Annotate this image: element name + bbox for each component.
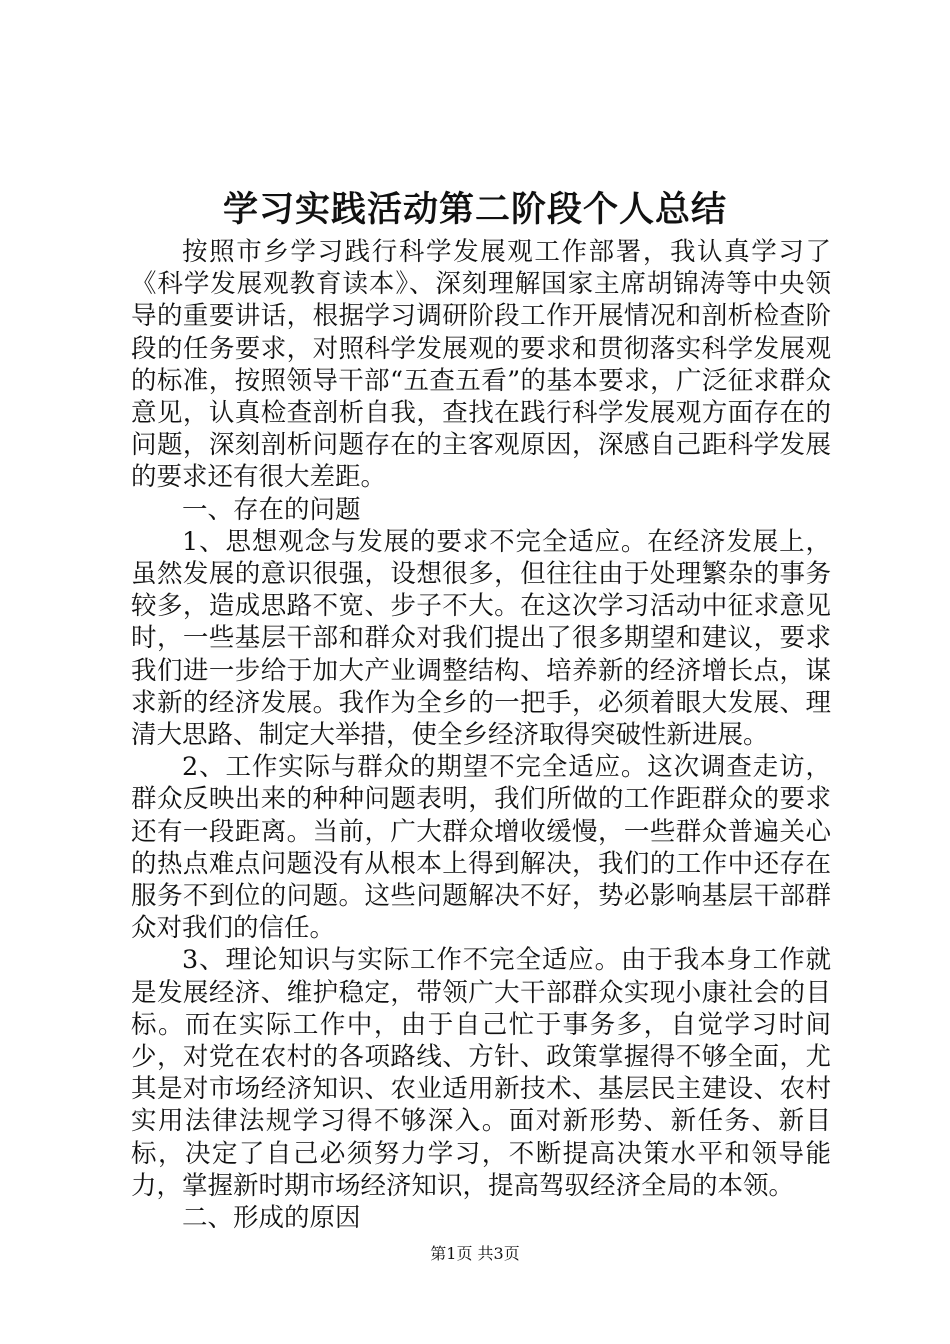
document-body	[131, 236, 831, 1234]
intro-paragraph: 按照市乡学习践行科学发展观工作部署，我认真学习了《科学发展观教育读本》、深刻理解国家主席胡锦涛等中央领导的重要讲话，根据学习调研阶段工作开展情况和剖析检查阶段的任务要求，对照科学发展观的要求和贯彻落实科学发展观的标准，按照领导干部“五查五看”的基本要求，广泛征求群众意见，认真检查剖析自我，查找在践行科学发展观方面存在的问题，深刻剖析问题存在的主客观原因，深感自己距科学发展的要求还有很大差距。	[131, 237, 831, 493]
problem-item-1: 1、思想观念与发展的要求不完全适应。在经济发展上，虽然发展的意识很强，设想很多，但往往由于处理繁杂的事务较多，造成思路不宽、步子不大。在这次学习活动中征求意见时，一些基层干部和群众对我们提出了很多期望和建议，要求我们进一步给于加大产业调整结构、培养新的经济增长点，谋求新的经济发展。我作为全乡的一把手，必须着眼大发展、理清大思路、制定大举措，使全乡经济取得突破性新进展。	[131, 526, 831, 751]
document-title: 学习实践活动第二阶段个人总结	[222, 189, 727, 230]
page-footer: 第1页 共3页	[430, 1244, 520, 1263]
section-heading-problems: 一、存在的问题	[182, 494, 361, 525]
section-heading-causes: 二、形成的原因	[182, 1203, 361, 1234]
problem-item-2: 2、工作实际与群众的期望不完全适应。这次调查走访，群众反映出来的种种问题表明，我们所做的工作距群众的要求还有一段距离。当前，广大群众增收缓慢，一些群众普遍关心的热点难点问题没有从根本上得到解决，我们的工作中还存在服务不到位的问题。这些问题解决不好，势必影响基层干部群众对我们的信任。	[131, 752, 831, 944]
problem-item-3: 3、理论知识与实际工作不完全适应。由于我本身工作就是发展经济、维护稳定，带领广大干部群众实现小康社会的目标。而在实际工作中，由于自己忙于事务多，自觉学习时间少，对党在农村的各项路线、方针、政策掌握得不够全面，尤其是对市场经济知识、农业适用新技术、基层民主建设、农村实用法律法规学习得不够深入。面对新形势、新任务、新目标，决定了自己必须努力学习，不断提高决策水平和领导能力，掌握新时期市场经济知识，提高驾驭经济全局的本领。	[131, 945, 831, 1201]
